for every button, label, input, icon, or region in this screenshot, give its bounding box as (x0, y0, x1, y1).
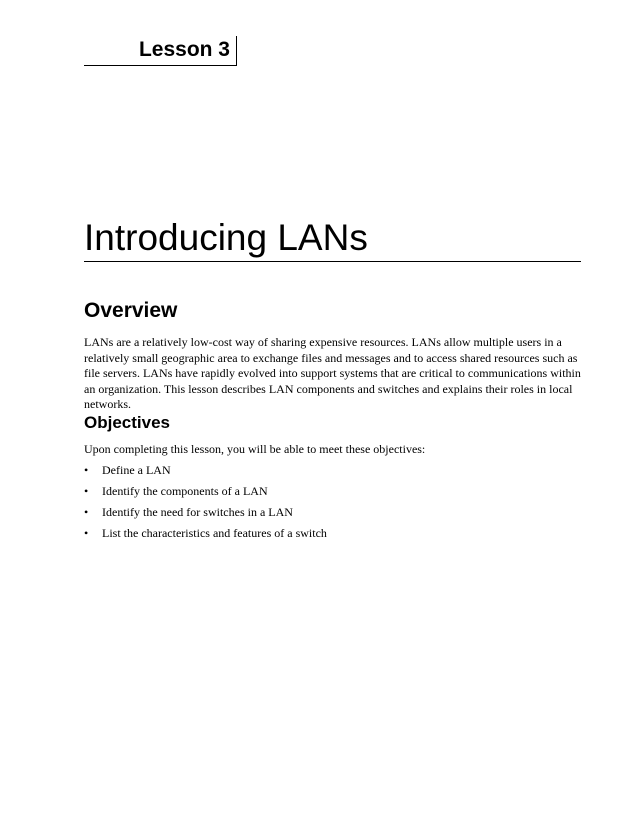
objective-text: Define a LAN (102, 463, 171, 477)
title-divider (84, 261, 581, 262)
bullet-icon: • (84, 463, 89, 477)
objective-text: Identify the need for switches in a LAN (102, 504, 293, 519)
lesson-label-box (84, 36, 237, 66)
lesson-number-label: Lesson 3 (138, 38, 230, 61)
chapter-title: Introducing LANs (84, 217, 368, 258)
objectives-heading: Objectives (84, 413, 170, 432)
objective-text: List the characteristics and features of a switch (102, 525, 327, 540)
objective-text: Identify the components of a LAN (102, 483, 268, 498)
overview-heading: Overview (84, 299, 178, 322)
bullet-icon: • (84, 483, 89, 498)
overview-paragraph: LANs are a relatively low-cost way of sharing expensive resources. LANs allow multiple users in a relatively small geographic area to exchange files and messages and to access shared resources such as file servers. LANs have rapidly evolved into support systems that are critical to communications within an organization. This lesson describes LAN components and switches and explains their roles in local networks. (84, 335, 581, 412)
bullet-icon: • (84, 504, 89, 519)
objectives-intro: Upon completing this lesson, you will be able to meet these objectives: (84, 442, 426, 456)
bullet-icon: • (84, 525, 89, 540)
